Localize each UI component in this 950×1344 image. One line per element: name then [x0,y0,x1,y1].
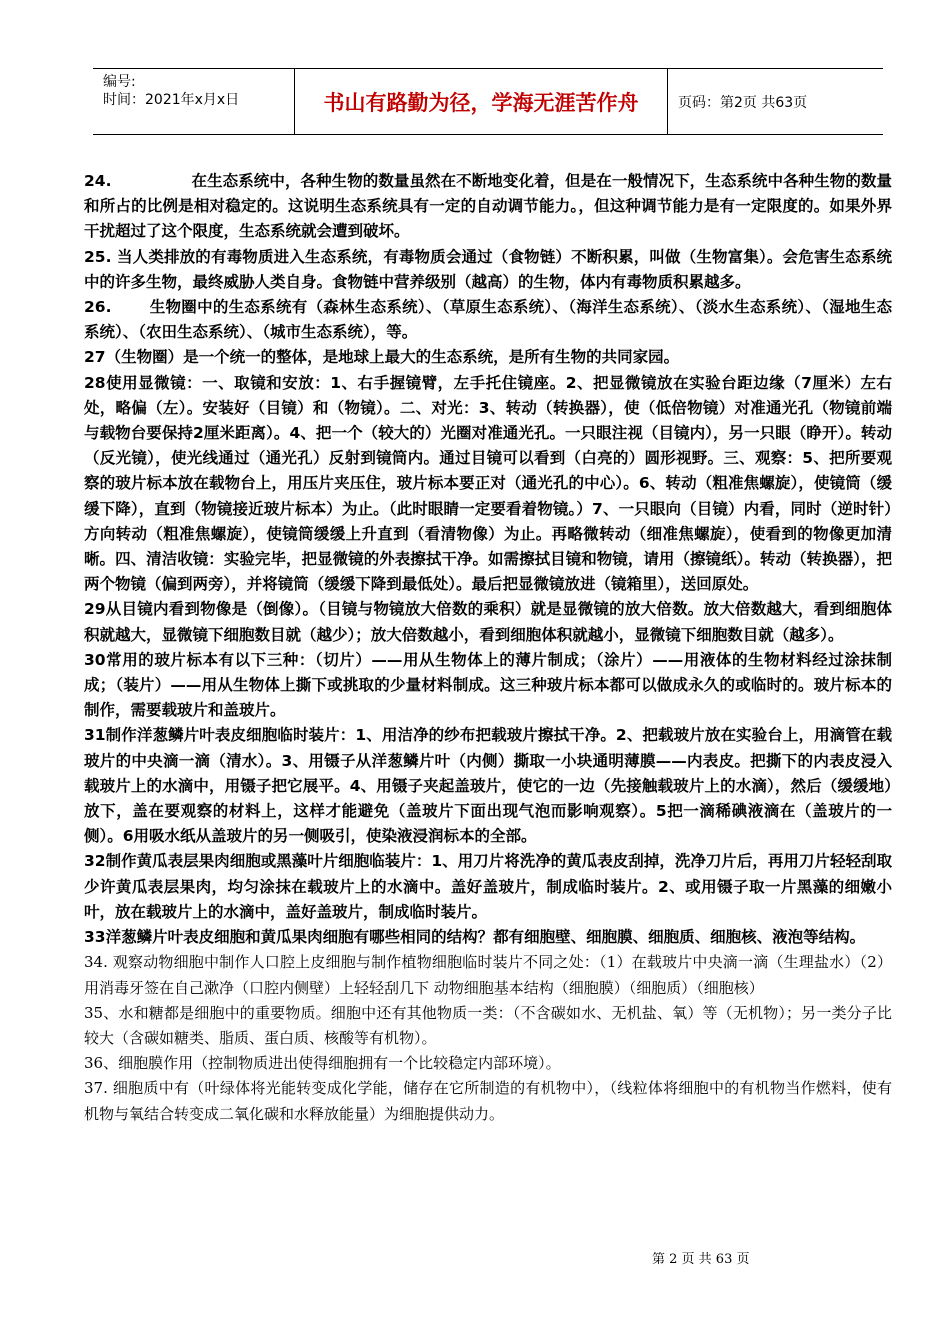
document-body [84,169,892,1127]
number-label: 编号: [103,74,136,90]
paragraph-32: 32制作黄瓜表层果肉细胞或黑藻叶片细胞临装片：1、用刀片将洗净的黄瓜表皮刮掉，洗净刀片后，再用刀片轻轻刮取少许黄瓜表层果肉，均匀涂抹在载玻片上的水滴中。盖好盖玻片，制成临时装片。2、或用镊子取一片黑藻的细嫩小叶，放在载玻片上的水滴中，盖好盖玻片，制成临时装片。 [84,852,892,921]
paragraph-34: 34. 观察动物细胞中制作人口腔上皮细胞与制作植物细胞临时装片不同之处：（1）在载玻片中央滴一滴（生理盐水）（2）用消毒牙签在自己漱净（口腔内侧壁）上轻轻刮几下 动物细胞基本结构（细胞膜）（细胞质）（细胞核） [84,953,892,997]
motto: 书山有路勤为径，学海无涯苦作舟 [295,69,668,134]
paragraph-26: 26. 生物圈中的生态系统有（森林生态系统）、（草原生态系统）、（海洋生态系统）、（淡水生态系统）、（湿地生态系统）、（农田生态系统）、（城市生态系统），等。 [84,298,892,342]
paragraph-29: 29从目镜内看到物像是（倒像）。（目镜与物镜放大倍数的乘积）就是显微镜的放大倍数。放大倍数越大，看到细胞体积就越大，显微镜下细胞数目就（越少）；放大倍数越小，看到细胞体积就越小，显微镜下细胞数目就（越多）。 [84,600,892,644]
paragraph-37: 37. 细胞质中有（叶绿体将光能转变成化学能，储存在它所制造的有机物中），（线粒体将细胞中的有机物当作燃料，使有机物与氧结合转变成二氧化碳和水释放能量）为细胞提供动力。 [84,1079,892,1123]
paragraph-24: 24. 在生态系统中，各种生物的数量虽然在不断地变化着，但是在一般情况下，生态系统中各种生物的数量和所占的比例是相对稳定的。这说明生态系统具有一定的自动调节能力。，但这种调节能力是有一定限度的。如果外界干扰超过了这个限度，生态系统就会遭到破坏。 [84,172,892,241]
paragraph-36: 36、细胞膜作用（控制物质进出使得细胞拥有一个比较稳定内部环境）。 [84,1054,561,1073]
paragraph-25: 25. 当人类排放的有毒物质进入生态系统，有毒物质会通过（食物链）不断积累，叫做（生物富集）。会危害生态系统中的许多生物，最终威胁人类自身。食物链中营养级别（越高）的生物，体内有毒物质积累越多。 [84,247,892,291]
page-header [93,68,883,135]
paragraph-31: 31制作洋葱鳞片叶表皮细胞临时装片：1、用洁净的纱布把载玻片擦拭干净。2、把载玻片放在实验台上，用滴管在载玻片的中央滴一滴（清水）。3、用镊子从洋葱鳞片叶（内侧）撕取一小块通明薄膜——内表皮。把撕下的内表皮浸入载玻片上的水滴中，用镊子把它展平。4、用镊子夹起盖玻片，使它的一边（先接触载玻片上的水滴），然后（缓缓地）放下，盖在要观察的材料上，这样才能避免（盖玻片下面出现气泡而影响观察）。5把一滴稀碘液滴在（盖玻片的一侧）。6用吸水纸从盖玻片的另一侧吸引，使染液浸润标本的全部。 [84,726,892,846]
page-footer: 第 2 页 共 63 页 [652,1252,750,1267]
time-label: 时间：2021年x月x日 [103,92,240,108]
paragraph-30: 30常用的玻片标本有以下三种：（切片）——用从生物体上的薄片制成；（涂片）——用液体的生物材料经过涂抹制成；（装片）——用从生物体上撕下或挑取的少量材料制成。这三种玻片标本都可以做成永久的或临时的。玻片标本的制作，需要载玻片和盖玻片。 [84,650,892,720]
page-label: 页码：第2页 共63页 [678,94,808,111]
paragraph-33: 33洋葱鳞片叶表皮细胞和黄瓜果肉细胞有哪些相同的结构？都有细胞壁、细胞膜、细胞质、细胞核、液泡等结构。 [84,928,866,947]
paragraph-27: 27（生物圈）是一个统一的整体，是地球上最大的生态系统，是所有生物的共同家园。 [84,348,680,367]
paragraph-35: 35、水和糖都是细胞中的重要物质。细胞中还有其他物质一类：（不含碳如水、无机盐、氧）等（无机物）；另一类分子比较大（含碳如糖类、脂质、蛋白质、核酸等有机物）。 [84,1003,892,1047]
header-meta-cell [93,69,295,134]
paragraph-28: 28使用显微镜：一、取镜和安放：1、右手握镜臂，左手托住镜座。2、把显微镜放在实验台距边缘（7厘米）左右处，略偏（左）。安装好（目镜）和（物镜）。二、对光：3、转动（转换器），使（低倍物镜）对准通光孔（物镜前端与载物台要保持2厘米距离）。4、把一个（较大的）光圈对准通光孔。一只眼注视（目镜内），另一只眼（睁开）。转动（反光镜），使光线通过（通光孔）反射到镜筒内。通过目镜可以看到（白亮的）圆形视野。三、观察：5、把所要观察的玻片标本放在载物台上，用压片夹压住，玻片标本要正对（通光孔的中心）。6、转动（粗准焦螺旋），使镜筒（缓缓下降），直到（物镜接近玻片标本）为止。（此时眼睛一定要看着物镜。）7、一只眼向（目镜）内看，同时（逆时针）方向转动（粗准焦螺旋），使镜筒缓缓上升直到（看清物像）为止。再略微转动（细准焦螺旋），使看到的物像更加清晰。四、清洁收镜：实验完毕，把显微镜的外表擦拭干净。如需擦拭目镜和物镜，请用（擦镜纸）。转动（转换器），把两个物镜（偏到两旁），并将镜筒（缓缓下降到最低处）。最后把显微镜放进（镜箱里），送回原处。 [84,373,892,594]
